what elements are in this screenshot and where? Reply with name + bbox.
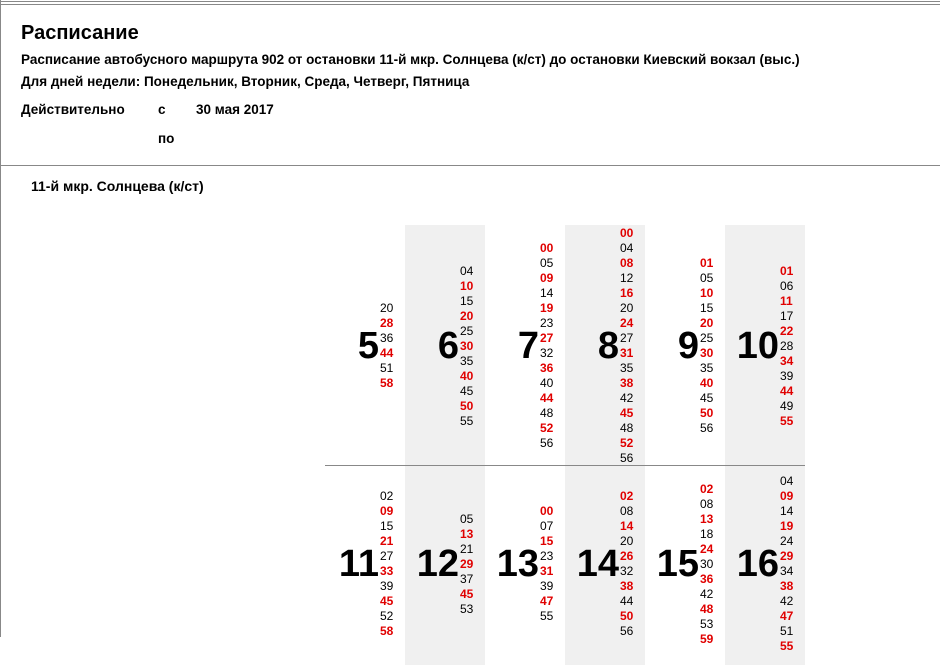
- departure-minute: 17: [780, 308, 794, 323]
- departure-minute: 51: [780, 624, 794, 638]
- minutes-list: [620, 226, 633, 466]
- minutes-list: [380, 489, 393, 639]
- departure-minute: 48: [540, 406, 554, 420]
- hour-label: 8: [597, 325, 619, 367]
- minutes-list: [380, 301, 393, 391]
- departure-minute: 18: [700, 526, 714, 541]
- hour-label: 5: [357, 325, 379, 367]
- departure-minute: 28: [380, 316, 394, 330]
- departure-minute: 20: [380, 301, 394, 315]
- departure-minute: 02: [700, 481, 714, 496]
- page-title: Расписание: [21, 22, 139, 44]
- hour-label: 10: [736, 325, 779, 367]
- departure-minute: 22: [780, 323, 794, 338]
- hour-label: 15: [656, 543, 699, 585]
- departure-minute: 23: [540, 549, 554, 563]
- departure-minute: 42: [700, 586, 714, 601]
- departure-minute: 07: [540, 519, 554, 533]
- departure-minute: 56: [700, 421, 714, 435]
- departure-minute: 32: [540, 346, 554, 360]
- departure-minute: 27: [540, 331, 554, 345]
- hour-cell: [565, 225, 645, 465]
- hour-label: 7: [517, 325, 539, 367]
- stop-name: 11-й мкр. Солнцева (к/ст): [31, 178, 204, 194]
- departure-minute: 58: [380, 624, 394, 638]
- departure-minute: 01: [780, 263, 794, 278]
- minutes-list: [700, 482, 713, 647]
- departure-minute: 55: [780, 413, 794, 428]
- minutes-list: [780, 474, 793, 654]
- departure-minute: 47: [780, 609, 794, 623]
- departure-minute: 04: [460, 263, 474, 278]
- minutes-list: [620, 489, 633, 639]
- departure-minute: 38: [620, 579, 634, 593]
- departure-minute: 21: [380, 534, 394, 548]
- departure-minute: 09: [540, 271, 554, 285]
- hour-cell: [405, 225, 485, 465]
- hour-cell: [405, 466, 485, 665]
- departure-minute: 02: [380, 489, 394, 503]
- departure-minute: 49: [780, 398, 794, 413]
- hour-cell: [485, 466, 565, 665]
- departure-minute: 48: [700, 601, 714, 616]
- departure-minute: 10: [460, 278, 474, 293]
- hour-cell: [325, 466, 405, 665]
- departure-minute: 15: [380, 519, 394, 533]
- departure-minute: 36: [540, 361, 554, 375]
- departure-minute: 28: [780, 338, 794, 353]
- departure-minute: 44: [540, 391, 554, 405]
- departure-minute: 00: [620, 226, 634, 240]
- departure-minute: 50: [460, 398, 474, 413]
- departure-minute: 56: [620, 624, 634, 638]
- departure-minute: 39: [780, 368, 794, 383]
- valid-to-label: по: [158, 131, 175, 146]
- departure-minute: 11: [780, 293, 793, 308]
- hour-label: 11: [338, 543, 379, 585]
- departure-minute: 56: [540, 436, 554, 450]
- departure-minute: 45: [380, 594, 394, 608]
- hour-label: 6: [437, 325, 459, 367]
- departure-minute: 06: [780, 278, 794, 293]
- departure-minute: 42: [780, 594, 794, 608]
- departure-minute: 44: [780, 383, 794, 398]
- departure-minute: 45: [460, 383, 474, 398]
- departure-minute: 20: [460, 308, 474, 323]
- hour-label: 14: [576, 543, 619, 585]
- departure-minute: 15: [700, 301, 714, 315]
- minutes-list: [700, 256, 713, 436]
- departure-minute: 24: [620, 316, 634, 330]
- departure-minute: 21: [460, 541, 474, 556]
- departure-minute: 00: [540, 504, 554, 518]
- departure-minute: 31: [540, 564, 554, 578]
- departure-minute: 20: [700, 316, 714, 330]
- departure-minute: 47: [540, 594, 554, 608]
- departure-minute: 20: [620, 534, 634, 548]
- minutes-list: [460, 512, 473, 617]
- minutes-list: [540, 504, 553, 624]
- departure-minute: 15: [460, 293, 474, 308]
- departure-minute: 52: [540, 421, 554, 435]
- departure-minute: 13: [460, 526, 474, 541]
- departure-minute: 01: [700, 256, 714, 270]
- departure-minute: 12: [620, 271, 634, 285]
- departure-minute: 45: [460, 586, 474, 601]
- departure-minute: 14: [620, 519, 634, 533]
- departure-minute: 55: [460, 413, 474, 428]
- departure-minute: 59: [700, 631, 714, 646]
- departure-minute: 53: [700, 616, 714, 631]
- departure-minute: 24: [780, 534, 794, 548]
- departure-minute: 40: [460, 368, 474, 383]
- departure-minute: 50: [700, 406, 714, 420]
- departure-minute: 30: [700, 346, 714, 360]
- departure-minute: 25: [460, 323, 474, 338]
- weekdays-line: Для дней недели: Понедельник, Вторник, Среда, Четверг, Пятница: [21, 74, 470, 89]
- departure-minute: 31: [620, 346, 634, 360]
- hour-cell: [645, 466, 725, 665]
- departure-minute: 52: [380, 609, 394, 623]
- departure-minute: 20: [620, 301, 634, 315]
- hour-cell: [725, 225, 805, 465]
- departure-minute: 52: [620, 436, 634, 450]
- departure-minute: 32: [620, 564, 634, 578]
- departure-minute: 27: [620, 331, 634, 345]
- departure-minute: 44: [380, 346, 394, 360]
- departure-minute: 44: [620, 594, 634, 608]
- departure-minute: 48: [620, 421, 634, 435]
- hour-cell: [565, 466, 645, 665]
- departure-minute: 40: [540, 376, 554, 390]
- departure-minute: 14: [540, 286, 554, 300]
- hour-cell: [645, 225, 725, 465]
- departure-minute: 19: [780, 519, 794, 533]
- top-border-inner: [0, 4, 940, 5]
- departure-minute: 35: [460, 353, 474, 368]
- departure-minute: 05: [540, 256, 554, 270]
- departure-minute: 51: [380, 361, 394, 375]
- departure-minute: 42: [620, 391, 634, 405]
- hour-label: 16: [736, 543, 779, 585]
- departure-minute: 39: [540, 579, 554, 593]
- valid-from-date: 30 мая 2017: [196, 102, 274, 117]
- hour-cell: [485, 225, 565, 465]
- departure-minute: 35: [620, 361, 634, 375]
- departure-minute: 15: [540, 534, 554, 548]
- departure-minute: 45: [620, 406, 634, 420]
- minutes-list: [780, 264, 793, 429]
- departure-minute: 35: [700, 361, 714, 375]
- departure-minute: 39: [380, 579, 394, 593]
- departure-minute: 23: [540, 316, 554, 330]
- departure-minute: 29: [460, 556, 474, 571]
- hour-label: 12: [416, 543, 459, 585]
- departure-minute: 09: [780, 489, 794, 503]
- hour-label: 9: [677, 325, 699, 367]
- departure-minute: 29: [780, 549, 794, 563]
- departure-minute: 34: [780, 353, 794, 368]
- header-divider: [0, 165, 940, 166]
- departure-minute: 36: [700, 571, 714, 586]
- hour-label: 13: [496, 543, 539, 585]
- departure-minute: 33: [380, 564, 394, 578]
- departure-minute: 40: [700, 376, 714, 390]
- departure-minute: 50: [620, 609, 634, 623]
- departure-minute: 30: [460, 338, 474, 353]
- departure-minute: 19: [540, 301, 554, 315]
- departure-minute: 30: [700, 556, 714, 571]
- departure-minute: 08: [620, 504, 634, 518]
- departure-minute: 14: [780, 504, 794, 518]
- hour-cell: [725, 466, 805, 665]
- departure-minute: 38: [620, 376, 634, 390]
- departure-minute: 27: [380, 549, 394, 563]
- departure-minute: 13: [700, 511, 714, 526]
- departure-minute: 25: [700, 331, 714, 345]
- departure-minute: 08: [620, 256, 634, 270]
- departure-minute: 08: [700, 496, 714, 511]
- departure-minute: 56: [620, 451, 634, 465]
- departure-minute: 37: [460, 571, 474, 586]
- valid-label: Действительно: [21, 102, 125, 117]
- departure-minute: 04: [620, 241, 634, 255]
- minutes-list: [460, 264, 473, 429]
- departure-minute: 24: [700, 541, 714, 556]
- schedule-header: [21, 22, 931, 146]
- departure-minute: 58: [380, 376, 394, 390]
- departure-minute: 26: [620, 549, 634, 563]
- departure-minute: 38: [780, 579, 794, 593]
- departure-minute: 16: [620, 286, 634, 300]
- departure-minute: 36: [380, 331, 394, 345]
- departure-minute: 55: [780, 639, 794, 653]
- departure-minute: 09: [380, 504, 394, 518]
- departure-minute: 00: [540, 241, 554, 255]
- minutes-list: [540, 241, 553, 451]
- departure-minute: 05: [700, 271, 714, 285]
- departure-minute: 02: [620, 489, 634, 503]
- departure-minute: 05: [460, 511, 474, 526]
- departure-minute: 45: [700, 391, 714, 405]
- valid-from-label: с: [158, 102, 166, 117]
- departure-minute: 10: [700, 286, 714, 300]
- departure-minute: 04: [780, 474, 794, 488]
- departure-minute: 55: [540, 609, 554, 623]
- departure-minute: 53: [460, 601, 474, 616]
- departure-minute: 34: [780, 564, 794, 578]
- hour-cell: [325, 225, 405, 465]
- route-description: Расписание автобусного маршрута 902 от остановки 11-й мкр. Солнцева (к/ст) до остановки Киевский вокзал (выс.): [21, 52, 800, 67]
- top-border: [0, 1, 940, 2]
